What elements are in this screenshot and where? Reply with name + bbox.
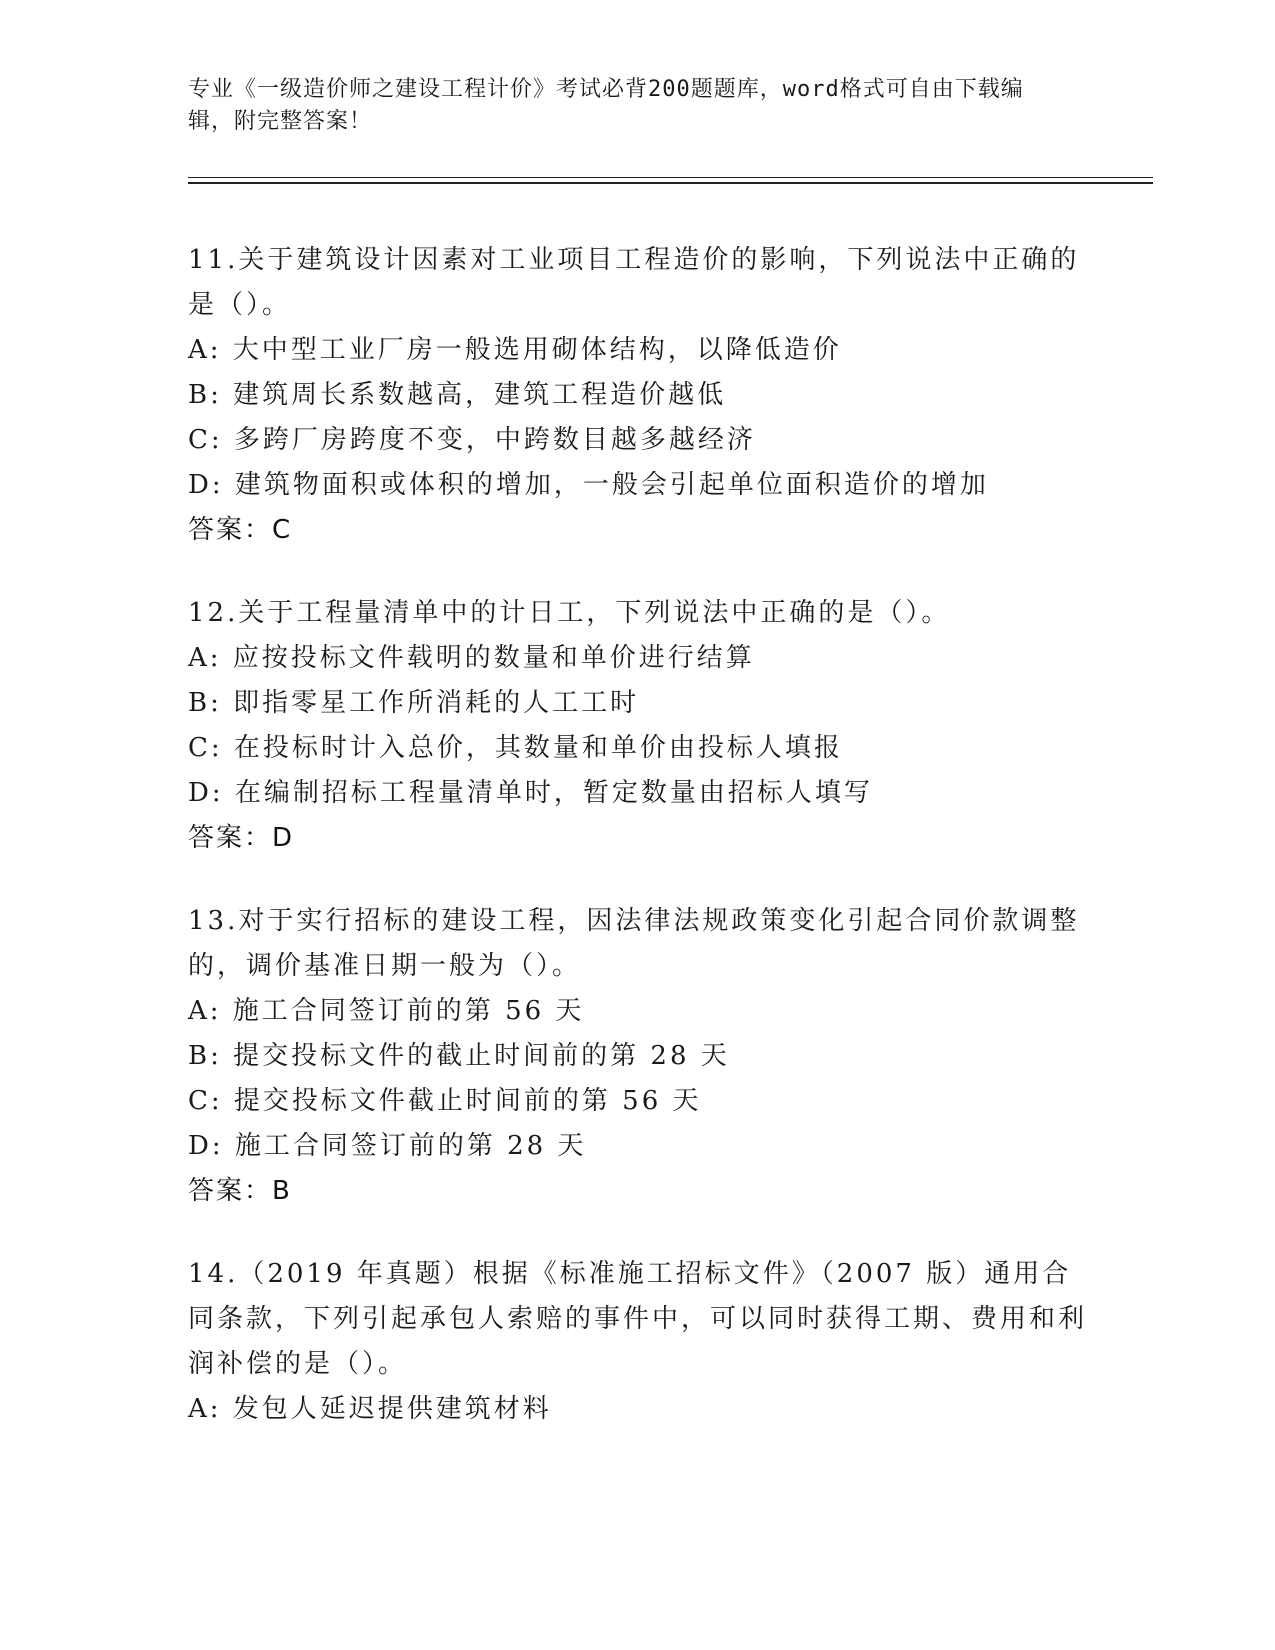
- document-header: 专业《一级造价师之建设工程计价》考试必背200题题库，word格式可自由下载编辑，附完整答案！: [188, 77, 1024, 134]
- option-c: C: 提交投标文件截止时间前的第 56 天: [188, 1086, 702, 1116]
- question-12: [188, 591, 1088, 861]
- question-stem: 14.（2019 年真题）根据《标准施工招标文件》（2007 版）通用合同条款，下列引起承包人索赔的事件中，可以同时获得工期、费用和利润补偿的是（）。: [188, 1259, 1088, 1379]
- option-c: C: 多跨厂房跨度不变，中跨数目越多越经济: [188, 425, 756, 455]
- option-a: A: 施工合同签订前的第 56 天: [188, 996, 585, 1026]
- option-d: D: 施工合同签订前的第 28 天: [188, 1131, 587, 1161]
- option-b: B: 建筑周长系数越高，建筑工程造价越低: [188, 380, 727, 410]
- answer-line: 答案：D: [188, 823, 295, 853]
- option-a: A: 大中型工业厂房一般选用砌体结构，以降低造价: [188, 335, 842, 365]
- question-11: [188, 238, 1088, 553]
- question-list: [188, 238, 1088, 1470]
- option-b: B: 提交投标文件的截止时间前的第 28 天: [188, 1041, 730, 1071]
- answer-line: 答案：B: [188, 1176, 292, 1206]
- question-stem: 12.关于工程量清单中的计日工，下列说法中正确的是（）。: [188, 598, 951, 628]
- option-d: D: 建筑物面积或体积的增加，一般会引起单位面积造价的增加: [188, 470, 989, 500]
- header-divider-top: [188, 177, 1153, 178]
- option-a: A: 发包人延迟提供建筑材料: [188, 1394, 552, 1424]
- question-13: [188, 899, 1088, 1214]
- option-d: D: 在编制招标工程量清单时，暂定数量由招标人填写: [188, 778, 873, 808]
- header-divider-bottom: [188, 182, 1153, 184]
- option-c: C: 在投标时计入总价，其数量和单价由投标人填报: [188, 733, 843, 763]
- answer-line: 答案：C: [188, 515, 293, 545]
- question-stem: 11.关于建筑设计因素对工业项目工程造价的影响，下列说法中正确的是（）。: [188, 245, 1080, 320]
- question-14: [188, 1252, 1088, 1432]
- question-stem: 13.对于实行招标的建设工程，因法律法规政策变化引起合同价款调整的，调价基准日期一般为（）。: [188, 906, 1080, 981]
- option-b: B: 即指零星工作所消耗的人工工时: [188, 688, 640, 718]
- option-a: A: 应按投标文件载明的数量和单价进行结算: [188, 643, 755, 673]
